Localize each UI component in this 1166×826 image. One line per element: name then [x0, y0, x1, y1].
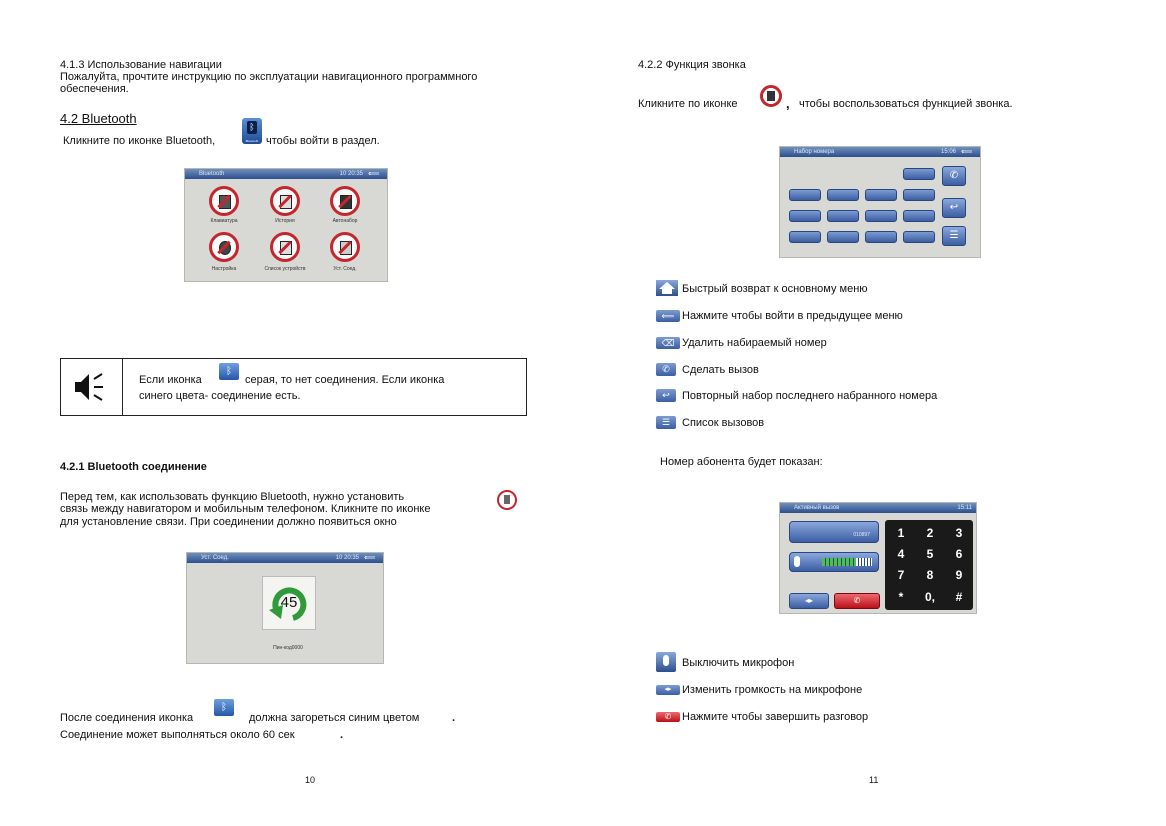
- menu-label-keypad: Клавиатура: [210, 218, 238, 224]
- bluetooth-status-icon: ᛒ: [219, 363, 239, 380]
- legend-back: Нажмите чтобы войти в предыдущее меню: [682, 310, 903, 322]
- after-conn-before: После соединения иконка: [60, 712, 194, 724]
- screen-title-bar: [185, 169, 387, 179]
- call-title-bar: [780, 503, 976, 513]
- key-4: 4: [897, 547, 905, 561]
- section-421-title: 4.2.1 Bluetooth соединение: [60, 461, 207, 473]
- section-413-text-line1: Пожалуйта, прочтите инструкцию по эксплуатации навигационного программного: [60, 71, 478, 83]
- countdown-value: 45: [280, 594, 298, 611]
- section-422-title: 4.2.2 Функция звонка: [638, 59, 746, 71]
- dial-key: [789, 189, 821, 201]
- dial-screen-title: Набор номера: [794, 149, 835, 155]
- legend-make-call: Сделать вызов: [682, 364, 759, 376]
- call-screen-status: 15:11: [957, 505, 972, 511]
- back-arrow-icon: ⟸: [368, 169, 380, 178]
- dial-key: [827, 210, 859, 222]
- dial-key: [865, 210, 897, 222]
- after-conn-after: должна загореться синим цветом: [249, 712, 420, 724]
- key-0: 0,: [924, 590, 935, 604]
- call-instruction-after: чтобы воспользоваться функцией звонка.: [799, 98, 1013, 110]
- active-call-screenshot: [779, 502, 977, 614]
- dial-key: [827, 189, 859, 201]
- legend-mic-volume: Изменить громкость на микрофоне: [682, 684, 863, 696]
- device-list-icon: [270, 232, 300, 262]
- legend-mute: Выключить микрофон: [682, 657, 795, 669]
- microphone-icon: [794, 556, 800, 567]
- key-hash: #: [955, 590, 963, 604]
- pin-code: Пин-код0000: [273, 645, 303, 651]
- menu-label-settings: Настройка: [211, 266, 237, 272]
- section-413-title: 4.1.3 Использование навигации: [60, 59, 222, 71]
- dial-key: [903, 231, 935, 243]
- mic-volume-icon: ◂▸: [656, 685, 680, 695]
- connection-screenshot: [186, 552, 384, 664]
- note-icon-cell: [61, 359, 123, 415]
- dial-key: [789, 210, 821, 222]
- section-421-line3: для установление связи. При соединении должно появиться окно: [60, 516, 397, 528]
- after-conn-line2-period: .: [340, 729, 344, 741]
- key-5: 5: [926, 547, 934, 561]
- section-421-line2: связь между навигатором и мобильным телефоном. Кликните по иконке: [60, 503, 431, 515]
- conn-screen-title: Уст. Соед.: [201, 555, 229, 561]
- redial-button-icon: ↩: [942, 198, 966, 218]
- volume-level-empty: [856, 558, 872, 566]
- dial-title-bar: [780, 147, 980, 157]
- menu-label-autodial: Автонабор: [332, 218, 358, 224]
- dial-screenshot: [779, 146, 981, 258]
- note-text-after: серая, то нет соединения. Если иконка: [245, 374, 445, 386]
- section-421-line1: Перед тем, как использовать функцию Bluetooth, нужно установить: [60, 491, 405, 503]
- bt-instruction-before: Кликните по иконке Bluetooth,: [63, 135, 216, 147]
- call-instruction-before: Кликните по иконке: [638, 98, 738, 110]
- bluetooth-heading: 4.2 Bluetooth: [60, 111, 137, 126]
- bluetooth-symbol-icon: ᛒ: [247, 121, 257, 134]
- after-conn-line2: Соединение может выполняться около 60 сек: [60, 729, 295, 741]
- legend-call-list: Список вызовов: [682, 417, 765, 429]
- key-9: 9: [955, 568, 963, 582]
- menu-label-connect: Уст. Соед.: [333, 266, 357, 272]
- mic-volume-bar: [789, 552, 879, 572]
- autodial-icon: [330, 186, 360, 216]
- volume-adjust-icon: ◂▸: [789, 593, 829, 609]
- menu-label-history: История: [275, 218, 295, 224]
- dial-key: [789, 231, 821, 243]
- after-conn-period: .: [452, 712, 456, 724]
- bt-instruction-after: чтобы войти в раздел.: [266, 135, 380, 147]
- note-text-line2: синего цвета- соединение есть.: [139, 390, 301, 402]
- make-call-icon: ✆: [656, 363, 676, 376]
- end-call-icon: ✆: [834, 593, 880, 609]
- legend-redial: Повторный набор последнего набранного номера: [682, 390, 938, 402]
- mute-microphone-icon: [656, 652, 676, 672]
- call-list-button-icon: ☰: [942, 226, 966, 246]
- volume-level-filled: [822, 558, 856, 566]
- home-icon: [656, 280, 678, 296]
- bt-icon-caption: Bluetooth: [245, 139, 259, 143]
- dial-screen-status: 15:06: [940, 149, 956, 155]
- subscriber-note: Номер абонента будет показан:: [660, 456, 823, 468]
- connect-icon: [330, 232, 360, 262]
- countdown-box: [262, 576, 316, 630]
- keypad-call-icon: [760, 85, 782, 107]
- back-arrow-icon: ⟸: [961, 147, 973, 156]
- key-1: 1: [897, 526, 905, 540]
- dial-key: [827, 231, 859, 243]
- delete-icon: ⌫: [656, 337, 680, 349]
- settings-icon: [209, 232, 239, 262]
- bluetooth-status-icon-2: ᛒ: [214, 699, 234, 716]
- hang-up-icon: ✆: [656, 712, 680, 722]
- key-6: 6: [955, 547, 963, 561]
- legend-delete: Удалить набираемый номер: [682, 337, 827, 349]
- back-icon: ⟸: [656, 310, 680, 322]
- dial-delete-key: [903, 168, 935, 180]
- keypad-icon: [209, 186, 239, 216]
- key-3: 3: [955, 526, 963, 540]
- call-list-icon: ☰: [656, 416, 676, 429]
- key-2: 2: [926, 526, 934, 540]
- key-7: 7: [897, 568, 905, 582]
- section-413-text-line2: обеспечения.: [60, 83, 129, 95]
- call-screen-title: Активный вызов: [794, 505, 840, 511]
- connect-phone-icon: [497, 490, 517, 510]
- page-number-right: 11: [869, 775, 879, 785]
- dial-key: [903, 189, 935, 201]
- call-button-icon: ✆: [942, 166, 966, 186]
- dial-key: [903, 210, 935, 222]
- call-instruction-comma: ,: [786, 96, 790, 111]
- redial-icon: ↩: [656, 389, 676, 402]
- bluetooth-menu-screenshot: [184, 168, 388, 282]
- key-star: *: [898, 590, 904, 604]
- key-8: 8: [926, 568, 934, 582]
- note-box: [60, 358, 527, 416]
- caller-number: 010897: [853, 532, 870, 538]
- speaker-icon: [61, 359, 122, 415]
- screen-title: Bluetooth: [199, 171, 225, 177]
- legend-home: Быстрый возврат к основному меню: [682, 283, 868, 295]
- legend-hang-up: Нажмите чтобы завершить разговор: [682, 711, 869, 723]
- back-arrow-icon: ⟸: [364, 553, 376, 562]
- page-number-left: 10: [305, 775, 316, 785]
- history-icon: [270, 186, 300, 216]
- dial-key: [865, 189, 897, 201]
- note-text-before: Если иконка: [139, 374, 202, 386]
- conn-screen-status: 10 20:35: [335, 555, 359, 561]
- caller-number-box: [789, 521, 879, 543]
- screen-status: 10 20:35: [339, 171, 363, 177]
- menu-label-device-list: Список устройств: [264, 266, 306, 272]
- conn-title-bar: [187, 553, 383, 563]
- dial-key: [865, 231, 897, 243]
- bluetooth-app-icon: [242, 118, 262, 144]
